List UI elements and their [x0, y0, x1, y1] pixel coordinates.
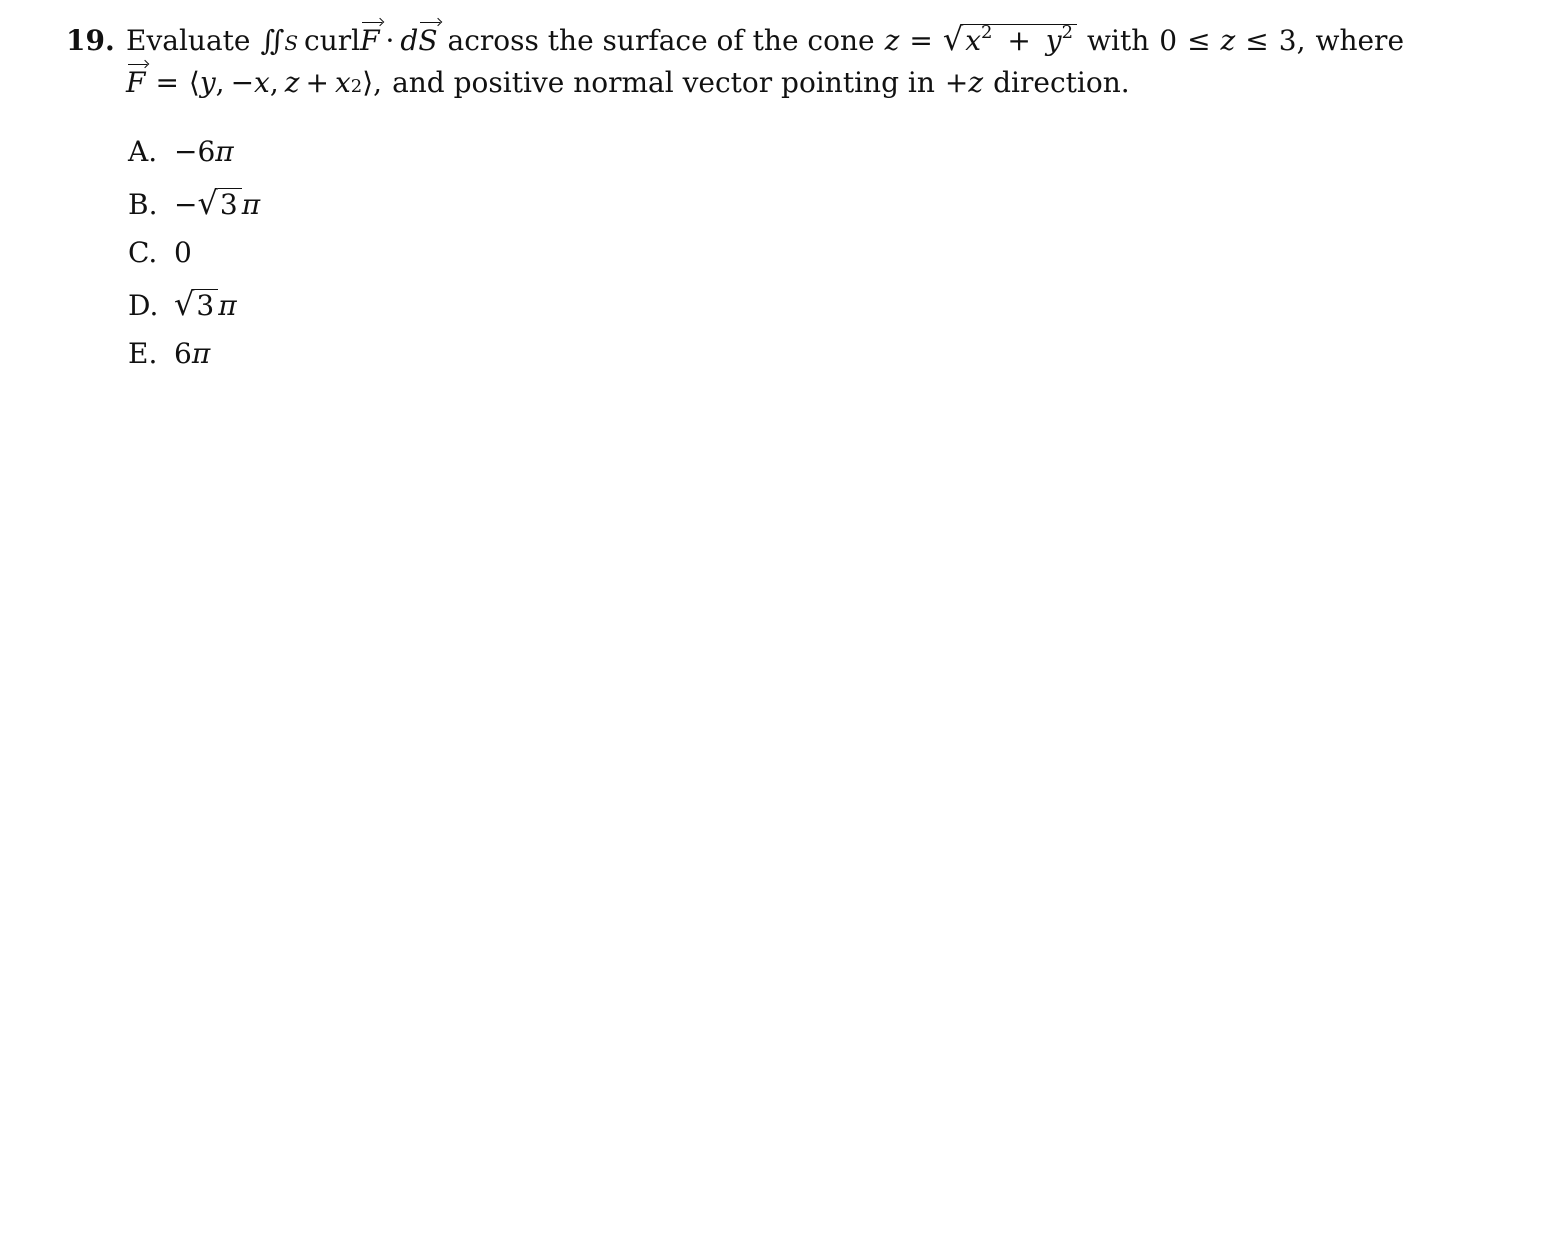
plus-sign: +: [1007, 24, 1031, 57]
question-text-line-2: F = ⟨ y , − x , z + x 2 ⟩, and positive normal vector pointing in + z direction.: [126, 62, 1130, 104]
option-e[interactable]: [128, 332, 260, 383]
sqrt-radicand: 3: [194, 289, 218, 322]
sqrt-radicand: [963, 24, 1077, 57]
sqrt-expression: [197, 181, 241, 225]
radicand-x: x: [965, 24, 981, 57]
exponent-2: 2: [981, 22, 993, 43]
option-c-number: 0: [174, 236, 192, 269]
pi-symbol: π: [191, 337, 211, 370]
equals-sign: =: [909, 24, 933, 57]
minus-sign: −: [174, 187, 198, 221]
option-letter: B.: [128, 187, 158, 221]
differential-d: d: [400, 24, 419, 57]
text-direction: direction.: [993, 66, 1130, 99]
option-value: [174, 332, 210, 376]
text-where: where: [1315, 24, 1405, 57]
question-text-line-1: Evaluate ∬ S curl F · d S across the surface of the cone z = √ $x^2 + y^2$ with 0 ≤ z ≤ 3, where: [126, 18, 1404, 62]
vector-F: F: [360, 20, 379, 62]
leq-sign: ≤: [1187, 24, 1211, 57]
word-evaluate: Evaluate: [126, 24, 251, 57]
question-line-2: [66, 62, 1476, 104]
sqrt-symbol: √: [174, 284, 195, 323]
answer-options: [128, 130, 260, 383]
sqrt-expression: [174, 282, 218, 326]
cone-sqrt-expression: [943, 18, 1077, 60]
component-x: x: [254, 66, 270, 99]
component-x-squared: x: [334, 66, 351, 99]
text-with: with: [1087, 24, 1150, 57]
range-upper: 3,: [1278, 24, 1306, 57]
sqrt-symbol: √: [942, 20, 964, 58]
text-across-surface: across the surface of the cone: [447, 24, 875, 57]
comma: ,: [215, 66, 225, 99]
dot-operator: ·: [385, 24, 395, 57]
option-value: [174, 282, 237, 328]
double-integral-symbol: ∬: [260, 24, 285, 57]
component-z: z: [284, 66, 300, 99]
option-a-number: −6: [174, 135, 216, 168]
text-positive-normal: and positive normal vector pointing in: [392, 66, 935, 99]
leq-sign: ≤: [1245, 24, 1269, 57]
sqrt-radicand: 3: [218, 188, 242, 221]
option-e-number: 6: [174, 337, 192, 370]
left-angle-bracket: ⟨: [188, 66, 200, 99]
option-value: [174, 130, 234, 174]
question-19: [66, 18, 1476, 104]
vector-S: S: [418, 20, 437, 62]
option-letter: E.: [128, 337, 158, 370]
option-letter: A.: [128, 135, 158, 168]
sqrt-symbol: √: [197, 183, 218, 222]
option-b[interactable]: [128, 181, 260, 232]
radicand-y: y: [1045, 24, 1062, 57]
pi-symbol: π: [218, 288, 237, 322]
vector-F-definition: F: [126, 62, 145, 104]
option-value: [174, 231, 192, 275]
plus-z-variable: z: [968, 66, 984, 99]
option-a[interactable]: [128, 130, 260, 181]
option-d[interactable]: [128, 282, 260, 333]
cone-z-variable: z: [884, 24, 900, 57]
minus-sign: −: [230, 66, 255, 99]
exponent-2: 2: [1061, 22, 1074, 43]
range-z-variable: z: [1220, 24, 1236, 57]
curl-operator: curl: [304, 24, 361, 57]
comma: ,: [269, 66, 279, 99]
component-y: y: [199, 66, 216, 99]
option-letter: C.: [128, 236, 158, 269]
question-line-1: [66, 18, 1476, 62]
option-letter: D.: [128, 288, 159, 322]
plus-z-sign: +: [944, 66, 969, 99]
right-angle-bracket: ⟩,: [362, 66, 383, 99]
pi-symbol: π: [241, 187, 261, 221]
equals-sign: =: [155, 66, 179, 99]
pi-symbol: π: [215, 135, 234, 168]
plus-sign: +: [305, 66, 329, 99]
option-c[interactable]: [128, 231, 260, 282]
range-lower: 0: [1159, 24, 1178, 57]
option-value: [174, 181, 260, 227]
question-number: 19.: [66, 24, 115, 57]
